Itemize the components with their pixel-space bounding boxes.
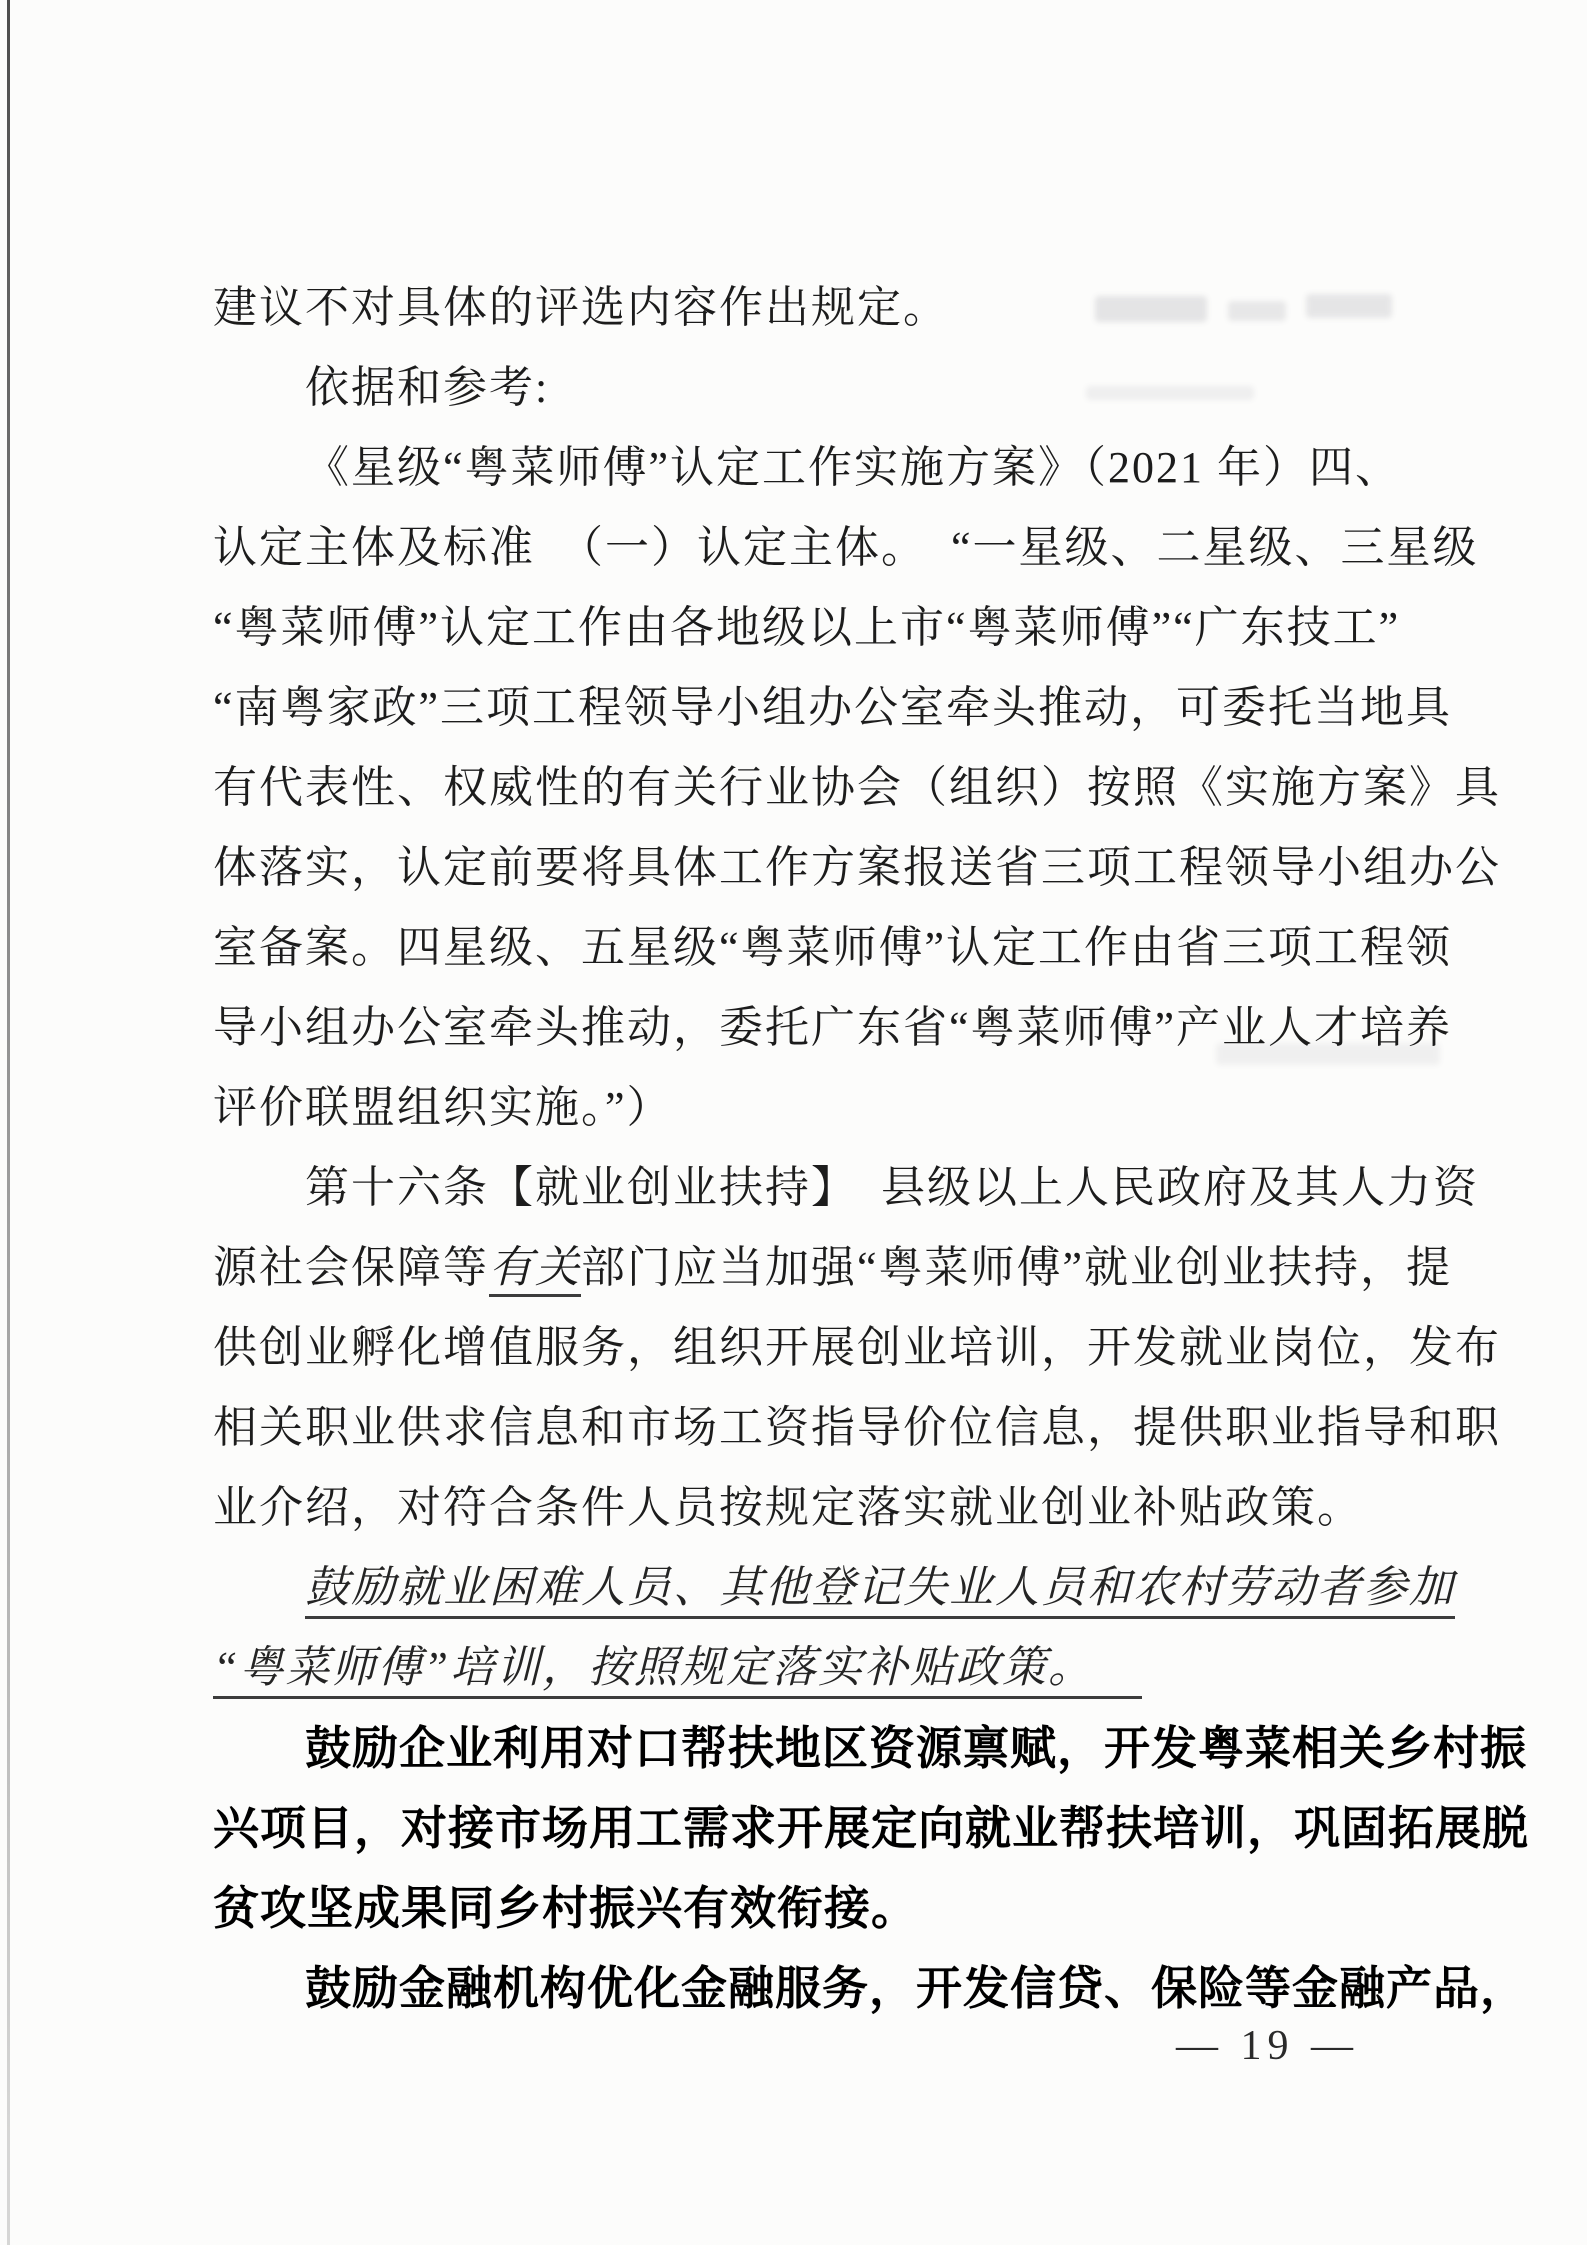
line-13-post: 部门应当加强“粤菜师傅”就业创业扶持，提 — [581, 1243, 1453, 1292]
line-14: 供创业孵化增值服务，组织开展创业培训，开发就业岗位，发布 — [213, 1323, 1501, 1372]
line-20: 兴项目，对接市场用工需求开展定向就业帮扶培训，巩固拓展脱 — [213, 1802, 1529, 1854]
line-01: 建议不对具体的评选内容作出规定。 — [213, 283, 949, 332]
line-09: 室备案。四星级、五星级“粤菜师傅”认定工作由省三项工程领 — [213, 923, 1453, 972]
line-19: 鼓励企业利用对口帮扶地区资源禀赋，开发粤菜相关乡村振 — [305, 1722, 1527, 1774]
line-07: 有代表性、权威性的有关行业协会（组织）按照《实施方案》具 — [213, 763, 1501, 812]
underlined-term: 有关 — [489, 1243, 581, 1297]
underlined-clause: “粤菜师傅”培训，按照规定落实补贴政策。 — [213, 1643, 1142, 1699]
line-17 — [213, 1548, 1455, 1628]
line-18 — [213, 1628, 1418, 1708]
line-06: “南粤家政”三项工程领导小组办公室牵头推动，可委托当地具 — [213, 683, 1453, 732]
line-13 — [213, 1228, 1453, 1308]
line-04: 认定主体及标准 （一）认定主体。 “一星级、二星级、三星级 — [213, 523, 1479, 572]
line-08: 体落实，认定前要将具体工作方案报送省三项工程领导小组办公 — [213, 843, 1501, 892]
line-02: 依据和参考: — [305, 363, 550, 412]
line-15: 相关职业供求信息和市场工资指导价位信息，提供职业指导和职 — [213, 1403, 1501, 1452]
line-05: “粤菜师傅”认定工作由各地级以上市“粤菜师傅”“广东技工” — [213, 603, 1401, 652]
line-12: 第十六条【就业创业扶持】 县级以上人民政府及其人力资 — [305, 1163, 1479, 1212]
line-22: 鼓励金融机构优化金融服务，开发信贷、保险等金融产品， — [305, 1962, 1527, 2014]
page-number: — 19 — — [1176, 2023, 1359, 2069]
underlined-clause: 鼓励就业困难人员、其他登记失业人员和农村劳动者参加 — [305, 1563, 1455, 1619]
line-16: 业介绍，对符合条件人员按规定落实就业创业补贴政策。 — [213, 1483, 1363, 1532]
document-text-block — [213, 268, 1529, 2028]
line-13-pre: 源社会保障等 — [213, 1243, 489, 1292]
scan-edge-artifact — [7, 0, 10, 2245]
line-10: 导小组办公室牵头推动，委托广东省“粤菜师傅”产业人才培养 — [213, 1003, 1453, 1052]
line-11: 评价联盟组织实施。”） — [213, 1083, 673, 1132]
line-21: 贫攻坚成果同乡村振兴有效衔接。 — [213, 1882, 918, 1934]
line-03: 《星级“粤菜师傅”认定工作实施方案》（2021 年）四、 — [305, 443, 1402, 492]
